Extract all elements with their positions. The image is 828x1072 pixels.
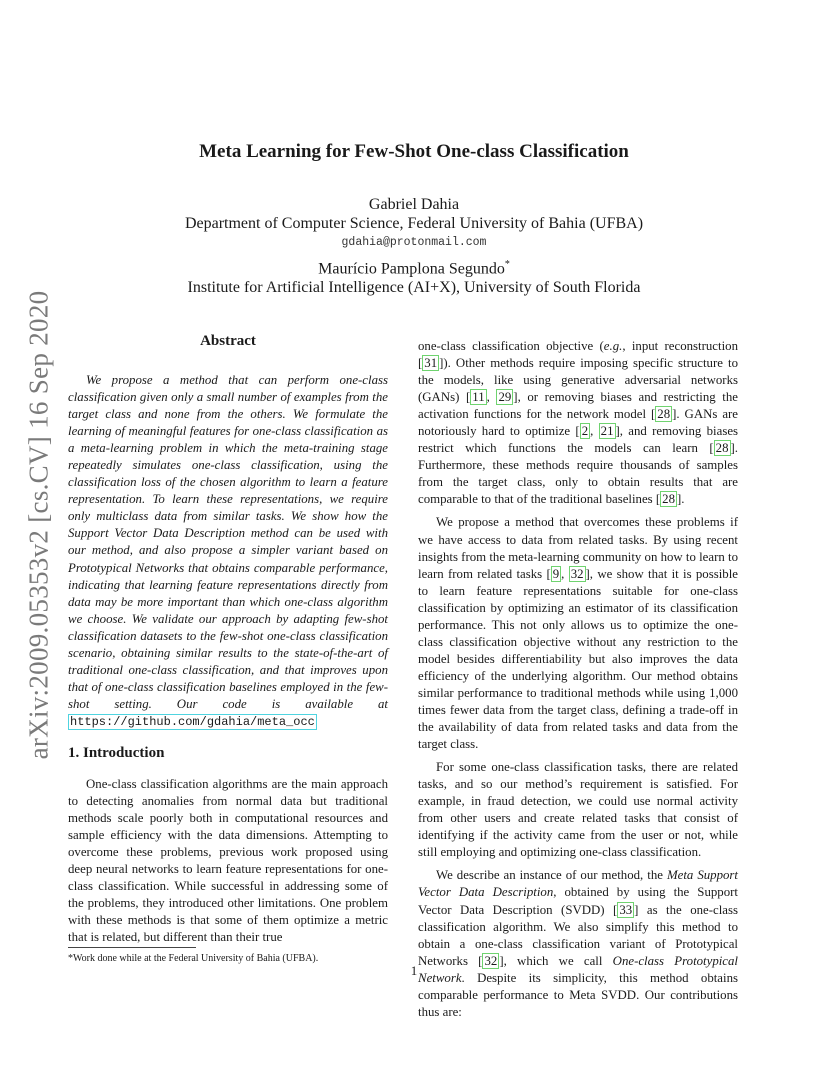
citation-link[interactable]: 33 (619, 902, 633, 917)
citation-link[interactable]: 2 (581, 424, 589, 439)
citation-link[interactable]: 29 (498, 390, 512, 405)
author-1-email[interactable]: gdahia@protonmail.com (341, 236, 487, 249)
footnote: *Work done while at the Federal University of Bahia (UFBA). (68, 953, 319, 964)
arxiv-identifier-text: arXiv:2009.05353v2 [cs.CV] 16 Sep 2020 (23, 290, 54, 760)
citation-link[interactable]: 32 (570, 566, 584, 581)
abstract-body (68, 372, 388, 731)
author-2-marker: * (504, 259, 510, 270)
page-number: 1 (410, 963, 418, 978)
right-paragraph-3: For some one-class classification tasks, there are related tasks, and so our method’s requirement is satisfied. For example, in fraud detection, we could use normal activity from other users and create related tasks that consist of identifying if the activity came from the user or not, while still employing and optimizing one-class classification. (418, 760, 738, 860)
citation-link[interactable]: 11 (472, 390, 485, 405)
code-url-link[interactable]: https://github.com/gdahia/meta_occ (70, 714, 315, 729)
citation-link[interactable]: 32 (484, 953, 498, 968)
citation-link[interactable]: 28 (657, 407, 671, 422)
right-column (418, 338, 738, 1021)
citation-link[interactable]: 9 (552, 566, 560, 581)
author-1-name: Gabriel Dahia (368, 196, 460, 213)
author-2-name: Maurício Pamplona Segundo (318, 260, 505, 278)
author-2-affiliation: Institute for Artificial Intelligence (AI+X), University of South Florida (187, 279, 641, 296)
author-2-line (0, 259, 828, 278)
author-1-affiliation: Department of Computer Science, Federal University of Bahia (UFBA) (184, 215, 644, 232)
paper-title: Meta Learning for Few-Shot One-class Classification (199, 141, 629, 162)
section-heading-introduction: 1. Introduction (68, 745, 165, 761)
citation-link[interactable]: 28 (662, 492, 676, 507)
introduction-paragraph-1 (68, 776, 388, 946)
footnote-rule (68, 947, 196, 948)
right-paragraph-4: We describe an instance of our method, the Meta Support Vector Data Description, obtained by using the Support Vector Data Description (SVDD) [ 33 ] as the one-class classification algorithm. We also simplify this method to obtain a one-class classification variant of Prototypical Networks [ 32 ], which we call One-class Prototypical Network. Despite its simplicity, this method obtains comparable performance to Meta SVDD. Our contributions thus are: (418, 868, 739, 1019)
right-paragraph-2: We propose a method that overcomes these problems if we have access to data from related tasks. By using recent insights from the meta-learning community on how to learn to learn from related tasks [ 9 , 32 ], we show that it is possible to learn feature representations suitable for one-class classification by optimizing an estimator of its classification performance. This not only allows us to optimize the one-class classification objective without any restriction to the model besides differentiability but also improves the data efficiency of the underlying algorithm. Our method obtains similar performance to traditional methods while using 1,000 times fewer data from the target class, defining a trade-off in the availability of data from related tasks and data from the target class. (418, 515, 738, 752)
arxiv-identifier (18, 290, 60, 760)
citation-link[interactable]: 31 (424, 356, 438, 371)
abstract-heading: Abstract (200, 333, 256, 349)
citation-link[interactable]: 21 (600, 424, 614, 439)
citation-link[interactable]: 28 (715, 441, 729, 456)
intro-p1-text: One-class classification algorithms are the main approach to detecting anomalies from normal data but traditional methods scale poorly both in computational resources and sample efficiency with the data dimensions. Attempting to overcome these problems, previous work proposed using deep neural networks to learn feature representations for one-class classification. While successful in addressing some of the problems, they introduced other limitations. One problem with these methods is that some of them optimize a metric that is related, but different than their true (68, 777, 388, 945)
right-paragraph-1: one-class classification objective (e.g., input reconstruction [ 31 ]). Other methods require imposing specific structure to the models, like using generative adversarial networks (GANs) [ 11 , 29 ], or removing biases and restricting the activation functions for the network model [ 28 ]. GANs are notoriously hard to optimize [ 2 , 21 ], and removing biases restrict which functions the models can learn [ 28 ]. Furthermore, these methods require thousands of samples from the target class, only to obtain results that are comparable to that of the traditional baselines [ 28 ]. (418, 339, 739, 507)
abstract-text: We propose a method that can perform one-class classification given only a small number of examples from the target class and none from the others. We formulate the learning of meaningful features for one-class classification as a meta-learning problem in which the meta-training stage repeatedly simulates one-class classification, using the classification loss of the chosen algorithm to learn a feature representation. To learn these representations, we require only multiclass data from similar tasks. We show how the Support Vector Data Description method can be used with our method, and also propose a simpler variant based on Prototypical Networks that obtains comparable performance, indicating that learning feature representations directly from data may be more important than which one-class algorithm we choose. We validate our approach by adapting few-shot classification datasets to the few-shot one-class classification scenario, obtaining similar results to the state-of-the-art of traditional one-class classification, and that improves upon that of one-class classification baselines employed in the few-shot setting. Our code is available at (68, 373, 388, 711)
